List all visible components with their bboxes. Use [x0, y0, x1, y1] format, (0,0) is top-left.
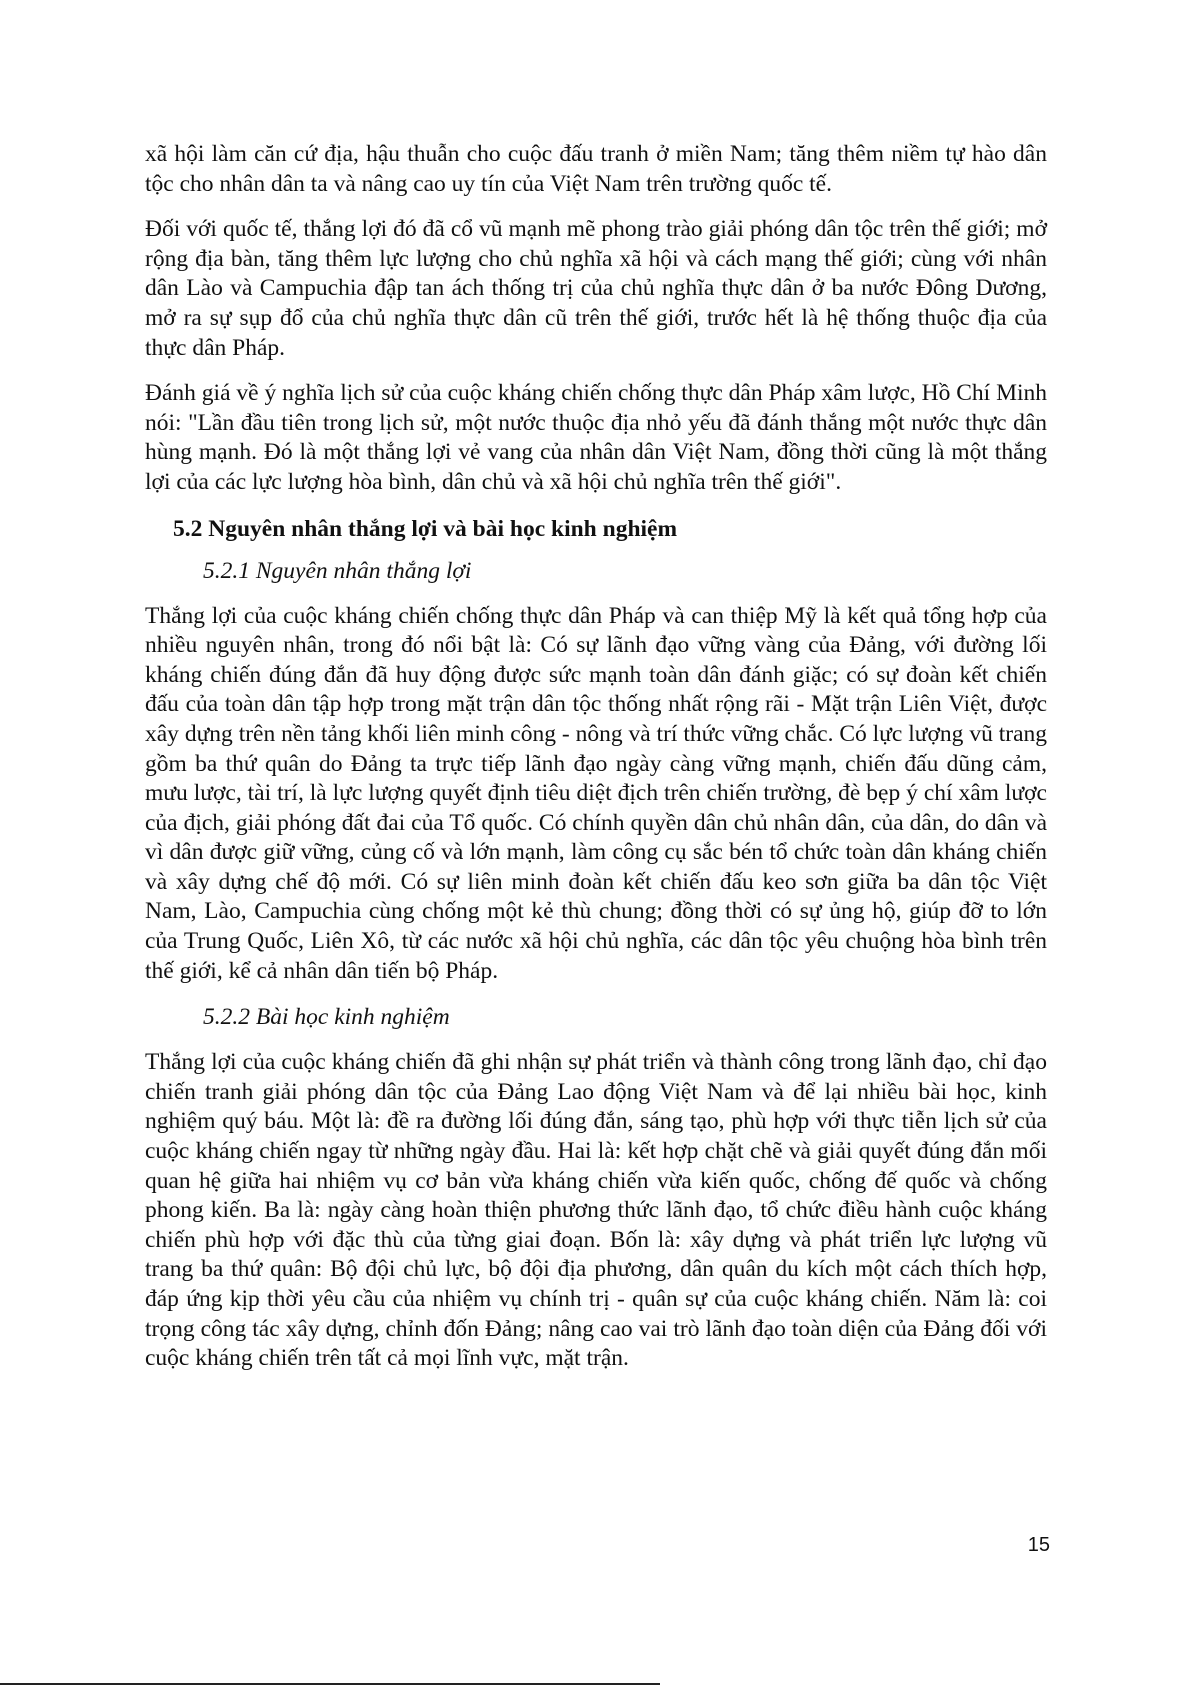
subsection-heading-lessons: 5.2.2 Bài học kinh nghiệm [203, 1004, 450, 1031]
paragraph-lessons-learned: Thắng lợi của cuộc kháng chiến đã ghi nhận sự phát triển và thành công trong lãnh đạo, chỉ đạo chiến tranh giải phóng dân tộc của Đảng Lao động Việt Nam và để lại nhiều bài học, kinh nghiệm quý báu. Một là: đề ra đường lối đúng đắn, sáng tạo, phù hợp với thực tiễn lịch sử của cuộc kháng chiến ngay từ những ngày đầu. Hai là: kết hợp chặt chẽ và giải quyết đúng đắn mối quan hệ giữa hai nhiệm vụ cơ bản vừa kháng chiến vừa kiến quốc, chống đế quốc và chống phong kiến. Ba là: ngày càng hoàn thiện phương thức lãnh đạo, tổ chức điều hành cuộc kháng chiến phù hợp với đặc thù của từng giai đoạn. Bốn là: xây dựng và phát triển lực lượng vũ trang ba thứ quân: Bộ đội chủ lực, bộ đội địa phương, dân quân du kích một cách thích hợp, đáp ứng kịp thời yêu cầu của nhiệm vụ chính trị - quân sự của cuộc kháng chiến. Năm là: coi trọng công tác xây dựng, chỉnh đốn Đảng; nâng cao vai trò lãnh đạo toàn diện của Đảng đối với cuộc kháng chiến trên tất cả mọi lĩnh vực, mặt trận. [145, 1049, 1047, 1372]
paragraph-causes-of-victory: Thắng lợi của cuộc kháng chiến chống thực dân Pháp và can thiệp Mỹ là kết quả tổng hợp của nhiều nguyên nhân, trong đó nổi bật là: Có sự lãnh đạo vững vàng của Đảng, với đường lối kháng chiến đúng đắn đã huy động được sức mạnh toàn dân đánh giặc; có sự đoàn kết chiến đấu của toàn dân tập hợp trong mặt trận dân tộc thống nhất rộng rãi - Mặt trận Liên Việt, được xây dựng trên nền tảng khối liên minh công - nông và trí thức vững chắc. Có lực lượng vũ trang gồm ba thứ quân do Đảng ta trực tiếp lãnh đạo ngày càng vững mạnh, chiến đấu dũng cảm, mưu lược, tài trí, là lực lượng quyết định tiêu diệt địch trên chiến trường, đè bẹp ý chí xâm lược của địch, giải phóng đất đai của Tổ quốc. Có chính quyền dân chủ nhân dân, của dân, do dân và vì dân được giữ vững, củng cố và lớn mạnh, làm công cụ sắc bén tổ chức toàn dân kháng chiến và xây dựng chế độ mới. Có sự liên minh đoàn kết chiến đấu keo sơn giữa ba dân tộc Việt Nam, Lào, Campuchia cùng chống một kẻ thù chung; đồng thời có sự ủng hộ, giúp đỡ to lớn của Trung Quốc, Liên Xô, từ các nước xã hội chủ nghĩa, các dân tộc yêu chuộng hòa bình trên thế giới, kể cả nhân dân tiến bộ Pháp. [145, 602, 1047, 984]
page-number: 15 [1027, 1534, 1050, 1556]
page-content [145, 140, 1047, 1390]
paragraph-domestic-significance: xã hội làm căn cứ địa, hậu thuẫn cho cuộc đấu tranh ở miền Nam; tăng thêm niềm tự hào dân tộc cho nhân dân ta và nâng cao uy tín của Việt Nam trên trường quốc tế. [145, 141, 1047, 197]
subsection-heading-causes: 5.2.1 Nguyên nhân thắng lợi [203, 557, 472, 584]
section-heading: 5.2 Nguyên nhân thắng lợi và bài học kinh nghiệm [173, 515, 678, 542]
paragraph-international-significance: Đối với quốc tế, thắng lợi đó đã cổ vũ mạnh mẽ phong trào giải phóng dân tộc trên thế giới; mở rộng địa bàn, tăng thêm lực lượng cho chủ nghĩa xã hội và cách mạng thế giới; cùng với nhân dân Lào và Campuchia đập tan ách thống trị của chủ nghĩa thực dân ở ba nước Đông Dương, mở ra sự sụp đổ của chủ nghĩa thực dân cũ trên thế giới, trước hết là hệ thống thuộc địa của thực dân Pháp. [145, 216, 1047, 361]
paragraph-ho-chi-minh-quote: Đánh giá về ý nghĩa lịch sử của cuộc kháng chiến chống thực dân Pháp xâm lược, Hồ Chí Minh nói: "Lần đầu tiên trong lịch sử, một nước thuộc địa nhỏ yếu đã đánh thắng một nước thực dân hùng mạnh. Đó là một thắng lợi vẻ vang của nhân dân Việt Nam, đồng thời cũng là một thắng lợi của các lực lượng hòa bình, dân chủ và xã hội chủ nghĩa trên thế giới". [145, 380, 1047, 495]
